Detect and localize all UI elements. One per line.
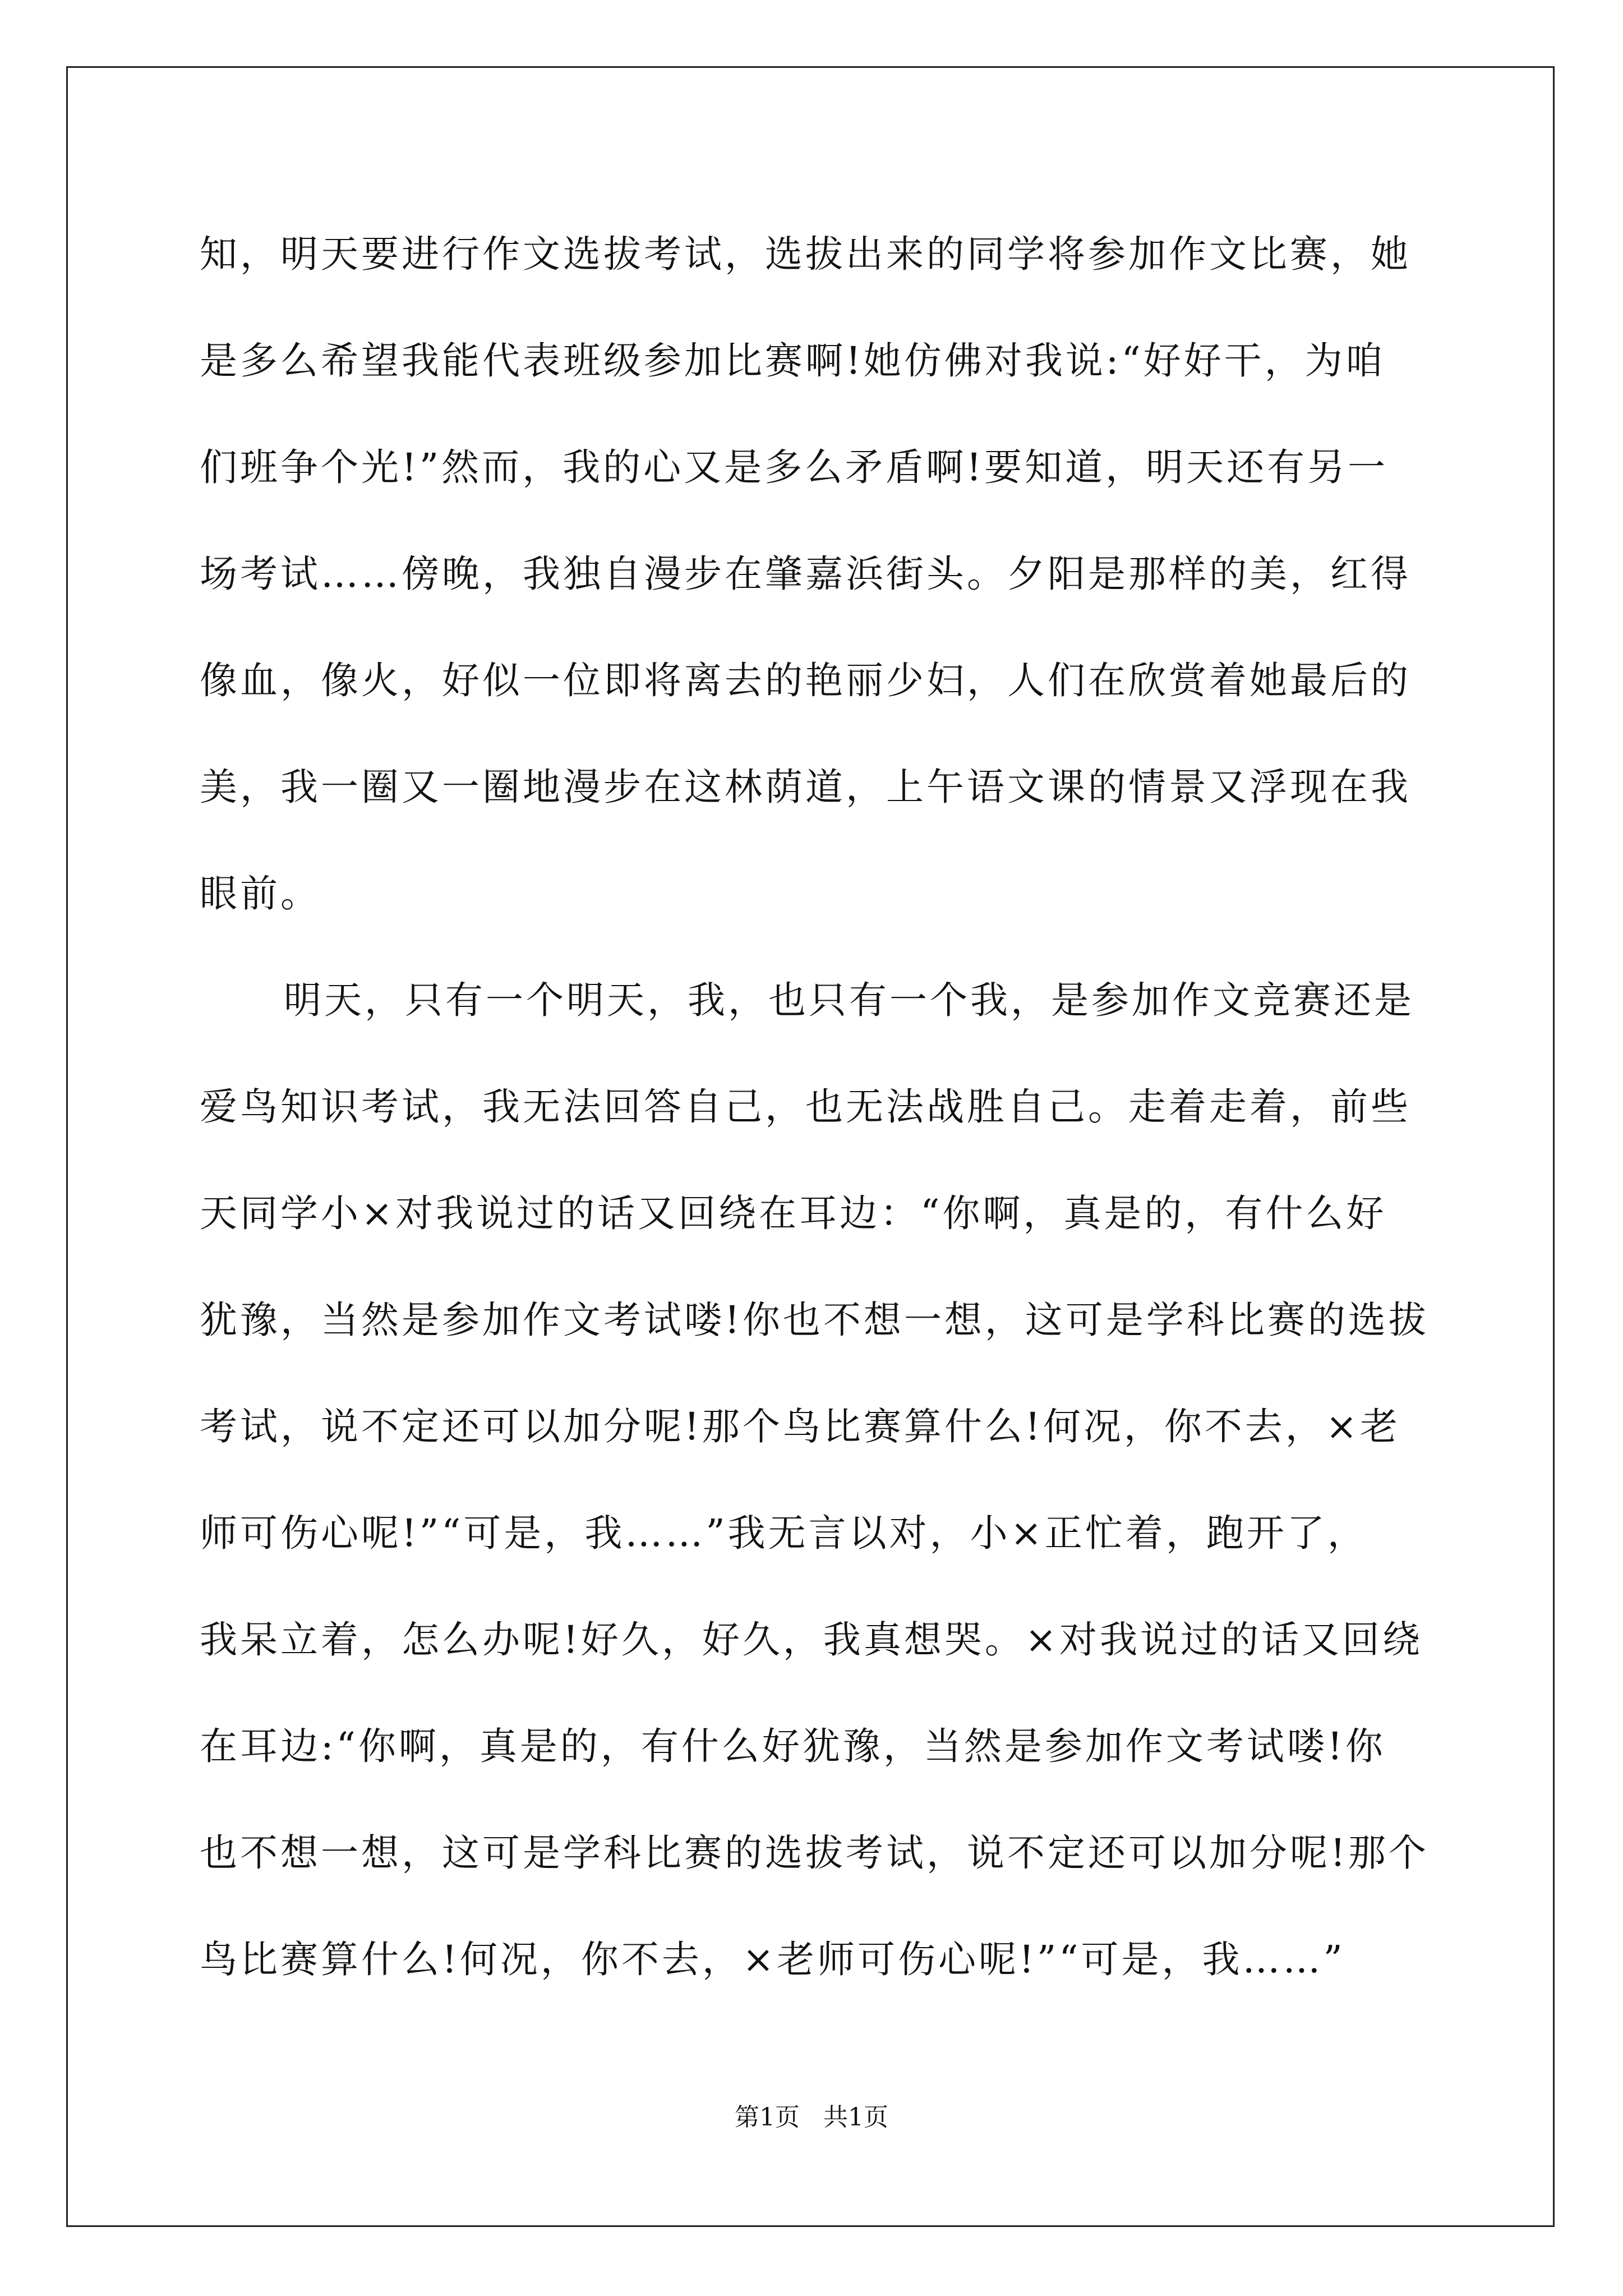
- page-total: 共1页: [823, 2103, 888, 2132]
- text-line: 犹豫，当然是参加作文考试喽!你也不想一想，这可是学科比赛的选拔: [200, 1298, 1429, 1342]
- text-line: 师可伤心呢!”“可是，我……”我无言以对，小×正忙着，跑开了，: [200, 1511, 1368, 1555]
- text-line: 鸟比赛算什么!何况，你不去，×老师可伤心呢!”“可是，我……”: [200, 1938, 1345, 1981]
- text-line: 美，我一圈又一圈地漫步在这林荫道，上午语文课的情景又浮现在我: [200, 765, 1411, 809]
- text-line: 我呆立着，怎么办呢!好久，好久，我真想哭。×对我说过的话又回绕: [200, 1618, 1423, 1662]
- document-body: [200, 201, 1461, 2013]
- text-line: 考试，说不定还可以加分呢!那个鸟比赛算什么!何况，你不去，×老: [200, 1405, 1400, 1448]
- page-footer: [0, 2101, 1623, 2134]
- page-number: 第1页: [735, 2103, 800, 2132]
- text-line: 像血，像火，好似一位即将离去的艳丽少妇，人们在欣赏着她最后的: [200, 659, 1411, 702]
- paragraph-start-line: 明天，只有一个明天，我，也只有一个我，是参加作文竞赛还是: [284, 978, 1414, 1022]
- text-line: 在耳边:“你啊，真是的，有什么好犹豫，当然是参加作文考试喽!你: [200, 1724, 1386, 1768]
- text-line: 爱鸟知识考试，我无法回答自己，也无法战胜自己。走着走着，前些: [200, 1085, 1411, 1129]
- text-line: 们班争个光!”然而，我的心又是多么矛盾啊!要知道，明天还有另一: [200, 445, 1389, 489]
- text-line: 是多么希望我能代表班级参加比赛啊!她仿佛对我说:“好好干，为咱: [200, 339, 1386, 383]
- text-line: 天同学小×对我说过的话又回绕在耳边：“你啊，真是的，有什么好: [200, 1191, 1387, 1235]
- text-line: 场考试……傍晚，我独自漫步在肇嘉浜街头。夕阳是那样的美，红得: [200, 552, 1411, 596]
- text-line: 眼前。: [200, 872, 321, 915]
- text-line: 也不想一想，这可是学科比赛的选拔考试，说不定还可以加分呢!那个: [200, 1831, 1429, 1875]
- text-line: 知，明天要进行作文选拔考试，选拔出来的同学将参加作文比赛，她: [200, 232, 1411, 276]
